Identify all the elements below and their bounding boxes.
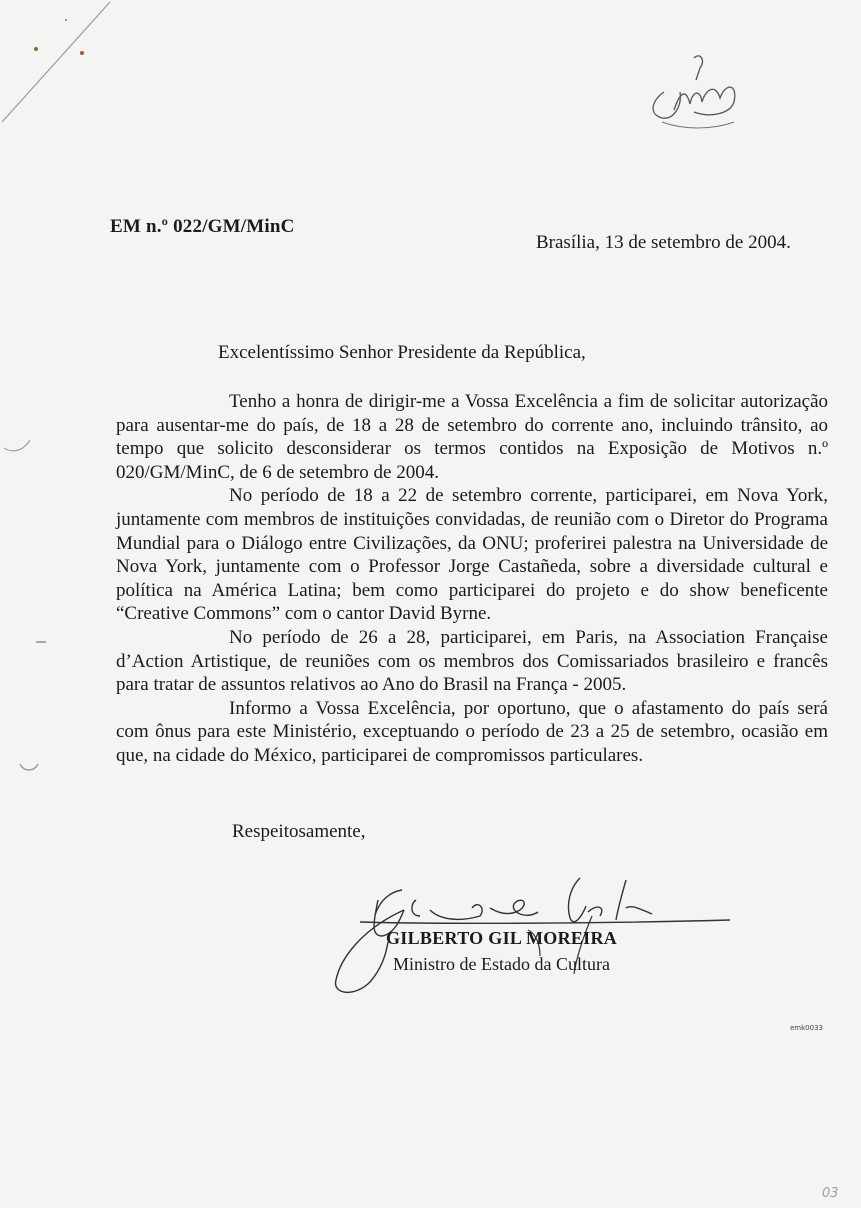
archive-stamp-code: emk0033 xyxy=(790,1024,823,1032)
signer-title: Ministro de Estado da Cultura xyxy=(393,954,610,974)
paragraph-3: No período de 26 a 28, participarei, em Paris, na Association Française d’Action Artistique, de reuniões com os membros dos Comissariados brasileiro e francês para tratar de assuntos relativos ao Ano do Brasil na França - 2005. xyxy=(116,626,828,696)
salutation: Excelentíssimo Senhor Presidente da República, xyxy=(218,342,586,363)
handwritten-initials-icon xyxy=(634,52,746,134)
closing: Respeitosamente, xyxy=(232,821,366,842)
signer-name: GILBERTO GIL MOREIRA xyxy=(386,928,618,948)
date-line: Brasília, 13 de setembro de 2004. xyxy=(536,232,791,253)
letter-body xyxy=(116,390,828,768)
document-reference: EM n.º 022/GM/MinC xyxy=(110,216,295,237)
page-number: 03 xyxy=(822,1186,839,1201)
scan-artifact-icon xyxy=(0,420,40,780)
paragraph-1: Tenho a honra de dirigir-me a Vossa Excelência a fim de solicitar autorização para ausentar-me do país, de 18 a 28 de setembro do corrente ano, incluindo trânsito, ao tempo que solicito desconsiderar os termos contidos na Exposição de Motivos n.º 020/GM/MinC, de 6 de setembro de 2004. xyxy=(116,391,828,483)
paragraph-4: Informo a Vossa Excelência, por oportuno, que o afastamento do país será com ônus para este Ministério, exceptuando o período de 23 a 25 de setembro, ocasião em que, na cidade do México, participarei de compromissos particulares. xyxy=(116,697,828,766)
paragraph-2: No período de 18 a 22 de setembro corrente, participarei, em Nova York, juntamente com membros de instituições convidadas, de reunião com o Diretor do Programa Mundial para o Diálogo entre Civilizações, da ONU; proferirei palestra na Universidade de Nova York, juntamente com o Professor Jorge Castañeda, sobre a diversidade cultural e política na América Latina; bem como participarei do projeto e do show beneficente “Creative Commons” com o cantor David Byrne. xyxy=(116,485,828,625)
corner-scan-mark-icon xyxy=(0,0,120,130)
